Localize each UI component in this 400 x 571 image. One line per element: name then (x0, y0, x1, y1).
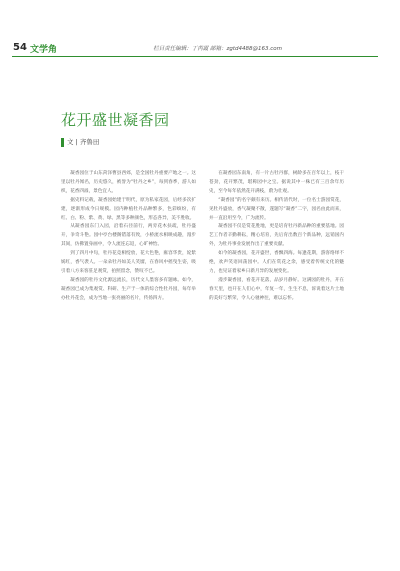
paragraph: 如今的凝香园，花开盛世，香飘四海。每逢花期，游客络绎不绝，欢声笑语回荡园中。人们在赏花之余，感受着传统文化的魅力，也见证着家乡日新月异的发展变化。 (209, 251, 344, 274)
paragraph: 漫步凝香园，看花开花落，品岁月静好。这满园的牡丹，开在春天里，也开在人们心中，年复一年，生生不息，诉说着这片土地的美好与繁荣，令人心驰神往，难以忘怀。 (209, 277, 344, 301)
paragraph: “凝香园”的名字颇有来历。相传清代时，一位名士游园赏花，见牡丹盛放，香气凝聚不散，遂题写“凝香”二字，园名由此而来，并一直沿用至今，广为流传。 (209, 197, 344, 221)
paragraph: 凝香园位于山东菏泽曹县西郊，是全国牡丹重要产地之一。这里以牡丹闻名，历史悠久，被誉为“牡丹之乡”，每到春季，游人如织，花香四溢，景色宜人。 (61, 171, 196, 194)
left-column (61, 170, 196, 304)
article-title: 花开盛世凝香园 (61, 111, 170, 129)
page-number: 54 (13, 42, 27, 53)
paragraph: 在凝香园东南角，有一片古牡丹群，树龄多在百年以上，枝干苍劲，花开繁茂，堪称园中之宝。据说其中一株已有三百余年历史，至今每年依然花开满枝，蔚为壮观。 (209, 171, 344, 194)
paragraph: 凝香园的牡丹文化源远流长，历代文人墨客多有题咏。如今，凝香园已成为集观赏、科研、生产于一体的综合性牡丹园，每年举办牡丹花会，成为当地一张亮丽的名片，传扬四方。 (61, 277, 196, 301)
section-label: 文学角 (30, 45, 58, 55)
right-column (209, 170, 344, 304)
author-marker (61, 138, 64, 147)
paragraph: 到了四月中旬，牡丹花竞相绽放，花大色艳，雍容华贵，姹紫嫣红，香气袭人。一朵朵牡丹如美人笑靥，在春风中摇曳生姿，吸引着八方来客驻足观赏，拍照留念，赞叹不已。 (61, 251, 196, 274)
paragraph: 从凝香园东门入园，沿着石径前行，两旁花木扶疏，牡丹盛开，争奇斗艳。园中亭台楼阁错落有致，小桥流水相映成趣，漫步其间，仿佛置身画中，令人流连忘返，心旷神怡。 (61, 224, 196, 248)
paragraph: 凝香园不仅是赏花胜地，更是培育牡丹新品种的重要基地。园艺工作者辛勤耕耘，精心培育，先后育出数百个新品种，远销国内外，为牡丹事业发展作出了重要贡献。 (209, 224, 344, 248)
paragraph: 据史料记载，凝香园始建于明代，原为私家花园，后经多次扩建，逐渐形成今日规模。园内种植牡丹品种繁多，色彩缤纷，有红、白、粉、紫、黄、绿、黑等多种颜色，形态各异，美不胜收。 (61, 197, 196, 221)
editor-info: 栏目责任编辑：丁芮霞 邮箱：zgtd4488@163.com (153, 46, 282, 52)
header-divider (12, 56, 378, 57)
author-byline: 文 | 齐鲁田 (67, 138, 100, 146)
